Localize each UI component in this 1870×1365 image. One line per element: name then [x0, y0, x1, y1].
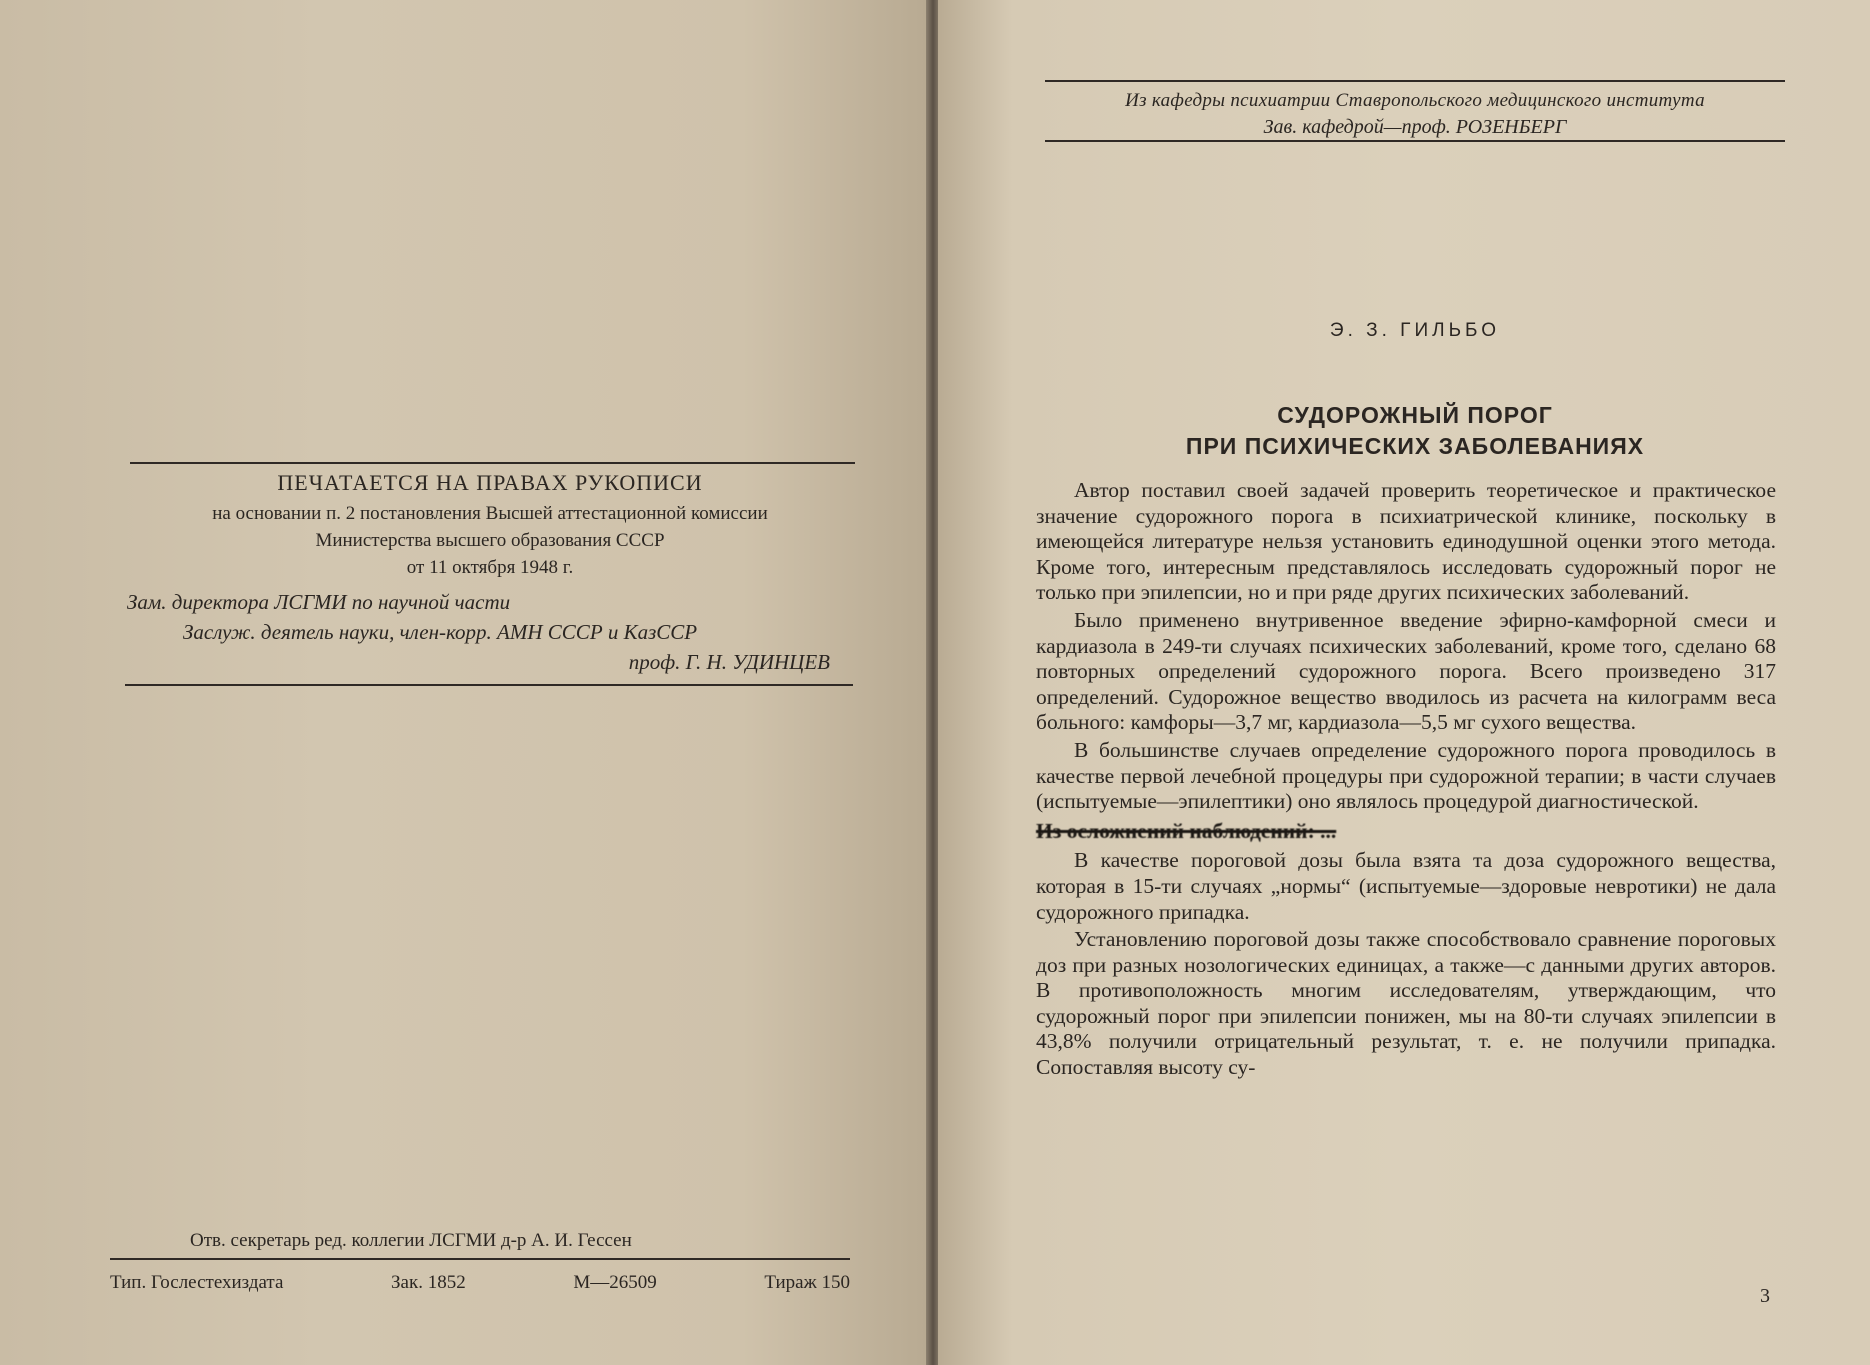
struck-out-paragraph: Из осложнений наблюдений: ... — [1036, 818, 1337, 843]
page-number: 3 — [1760, 1285, 1770, 1307]
department-header — [1045, 88, 1785, 140]
colophon-rule — [110, 1258, 850, 1260]
paragraph: Было применено внутривенное введение эфирно-камфорной смеси и кардиазола в 249-ти случаях психических заболеваний, кроме того, сделано 68 повторных определений судорожного порога. Всего произведено 317 определений. Судорожное вещество вводилось из расчета на килограмм веса больного: камфоры—3,7 мг, кардиазола—5,5 мг сухого вещества. — [1036, 607, 1776, 735]
print-run: Тираж 150 — [764, 1272, 850, 1293]
department-line: Из кафедры психиатрии Ставропольского медицинского института — [1125, 90, 1705, 111]
header-top-rule — [1045, 80, 1785, 82]
imprint-line: от 11 октября 1948 г. — [406, 557, 574, 578]
imprint-block — [125, 470, 855, 677]
title-line: СУДОРОЖНЫЙ ПОРОГ — [1277, 402, 1553, 428]
signatory-position: Зам. директора ЛСГМИ по научной части — [127, 590, 511, 614]
department-head: Зав. кафедрой—проф. РОЗЕНБЕРГ — [1263, 116, 1567, 138]
editorial-secretary: Отв. секретарь ред. коллегии ЛСГМИ д-р А. И. Гессен — [190, 1230, 632, 1251]
colophon — [105, 1230, 865, 1294]
paragraph: В качестве пороговой дозы была взята та доза судорожного вещества, которая в 15-ти случаях „нормы“ (испытуемые—здоровые невротики) не дала судорожного припадка. — [1036, 848, 1776, 924]
bottom-rule — [125, 684, 853, 686]
paragraph: В большинстве случаев определение судорожного порога проводилось в качестве первой лечебной процедуры при судорожной терапии; в части случаев (испытуемые—эпилептики) оно являлось процедурой диагностической. — [1036, 737, 1776, 814]
printer: Тип. Гослестехиздата — [110, 1272, 284, 1293]
imprint-title: ПЕЧАТАЕТСЯ НА ПРАВАХ РУКОПИСИ — [277, 470, 703, 495]
paragraph: Установлению пороговой дозы также способствовало сравнение пороговых доз при разных нозологических единицах, а также—с данными других авторов. В противоположность многим исследователям, утверждающим, что судорожный порог при эпилепсии понижен, мы на 80-ти случаях эпилепсии в 43,8% получили отрицательный результат, т. е. не получили припадка. Сопоставляя высоту су- — [1036, 927, 1776, 1080]
imprint-line: Министерства высшего образования СССР — [315, 530, 665, 551]
top-rule — [130, 462, 855, 464]
article-title — [1045, 400, 1785, 462]
title-line: ПРИ ПСИХИЧЕСКИХ ЗАБОЛЕВАНИЯХ — [1185, 433, 1645, 459]
signatory-name: проф. Г. Н. УДИНЦЕВ — [628, 650, 830, 674]
article-author: Э. З. ГИЛЬБО — [1329, 320, 1501, 341]
signatory-title: Заслуж. деятель науки, член-корр. АМН СССР и КазССР — [183, 620, 698, 644]
print-info-row — [105, 1272, 865, 1294]
imprint-line: на основании п. 2 постановления Высшей аттестационной комиссии — [212, 503, 768, 524]
paragraph: Автор поставил своей задачей проверить теоретическое и практическое значение судорожного порога в психиатрической клинике, поскольку в имеющейся литературе нельзя установить единодушной оценки этого метода. Кроме того, интересным представлялось исследовать судорожный порог не только при эпилепсии, но и при ряде других психических заболеваний. — [1036, 478, 1776, 605]
censor-code: М—26509 — [573, 1272, 657, 1293]
header-bottom-rule — [1045, 140, 1785, 142]
article-body — [1036, 478, 1776, 1081]
left-page — [0, 0, 928, 1365]
order-number: Зак. 1852 — [391, 1272, 466, 1293]
